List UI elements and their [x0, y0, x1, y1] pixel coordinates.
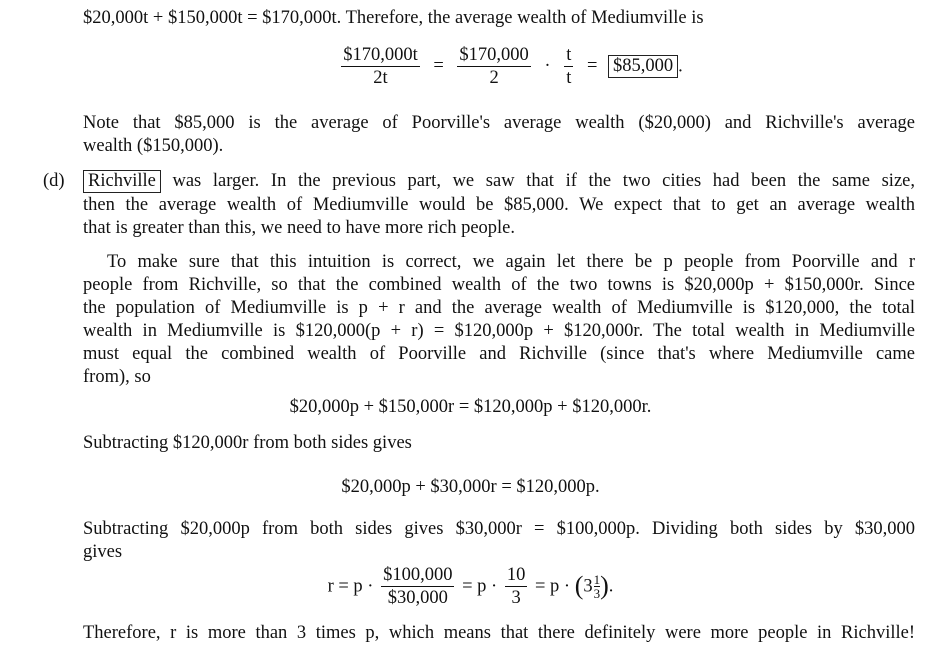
para2-line-4: wealth in Mediumville is $120,000(p + r) = $120,000p + $120,000r. The total wealth in Mediumville	[83, 321, 915, 341]
mixed-number-3-1-3: 3 $\frac{1}{3}$	[583, 572, 601, 601]
part-d-line-2: then the average wealth of Mediumville would be $85,000. We expect that to get an average wealth	[83, 195, 915, 215]
para2-line-1: To make sure that this intuition is correct, we again let there be p people from Poorville and r	[107, 252, 915, 272]
fraction-t-over-t: $\frac{t}{t}$	[566, 45, 572, 88]
part-d-label: (d)	[43, 171, 65, 191]
equation-combined-wealth: $20,000p + $150,000r = $120,000p + $120,000r.	[289, 397, 652, 417]
note-line-1: Note that $85,000 is the average of Poorville's average wealth ($20,000) and Richville's average	[83, 113, 915, 133]
part-d-line-1: Richville was larger. In the previous part, we saw that if the two cities had been the same size,	[83, 170, 915, 193]
para2-line-2: people from Richville, so that the combined wealth of the two towns is $20,000p + $150,000r. Since	[83, 275, 915, 295]
fraction-100000-over-30000: $\frac{\$100,000}{\$30,000}$	[383, 565, 453, 608]
boxed-answer-richville: Richville	[83, 170, 161, 193]
subtracting-line-2: Subtracting $20,000p from both sides gives $30,000r = $100,000p. Dividing both sides by $30,000	[83, 519, 915, 539]
top-line-text: $20,000t + $150,000t = $170,000t. Therefore, the average wealth of Mediumville is	[83, 8, 704, 28]
conclusion-line: Therefore, r is more than 3 times p, which means that there definitely were more people in Richville!	[83, 623, 915, 643]
subtracting-line-1: Subtracting $120,000r from both sides gives	[83, 433, 412, 453]
fraction-10-over-3: $\frac{10}{3}$	[506, 565, 526, 608]
fraction-170000t-over-2t: $\frac{\$170,000t}{2t}$	[343, 45, 418, 88]
equation-after-subtract: $20,000p + $30,000r = $120,000p.	[341, 477, 600, 497]
equation-r-over-p: r = p · $\frac{\$100,000}{\$30,000}$ = p · $\frac{10}{3}$ = p · (3 $\frac{1}{3}$ ).	[327, 565, 614, 608]
para2-line-3: the population of Mediumville is p + r and the average wealth of Mediumville is $120,000, the total	[83, 298, 915, 318]
equation-average-85000: $\frac{\$170,000t}{2t}$ = $\frac{\$170,000}{2}$ · $\frac{t}{t}$ = $85,000 .	[343, 45, 683, 88]
boxed-answer-85000: $85,000	[608, 55, 678, 78]
part-d-line-3: that is greater than this, we need to have more rich people.	[83, 218, 516, 238]
top-line	[83, 7, 704, 30]
fraction-170000-over-2: $\frac{\$170,000}{2}$	[459, 45, 529, 88]
note-line-2: wealth ($150,000).	[83, 136, 224, 156]
para2-line-6: from), so	[83, 367, 151, 387]
para2-line-5: must equal the combined wealth of Poorville and Richville (since that's where Mediumville came	[83, 344, 915, 364]
subtracting-line-3: gives	[83, 542, 123, 562]
